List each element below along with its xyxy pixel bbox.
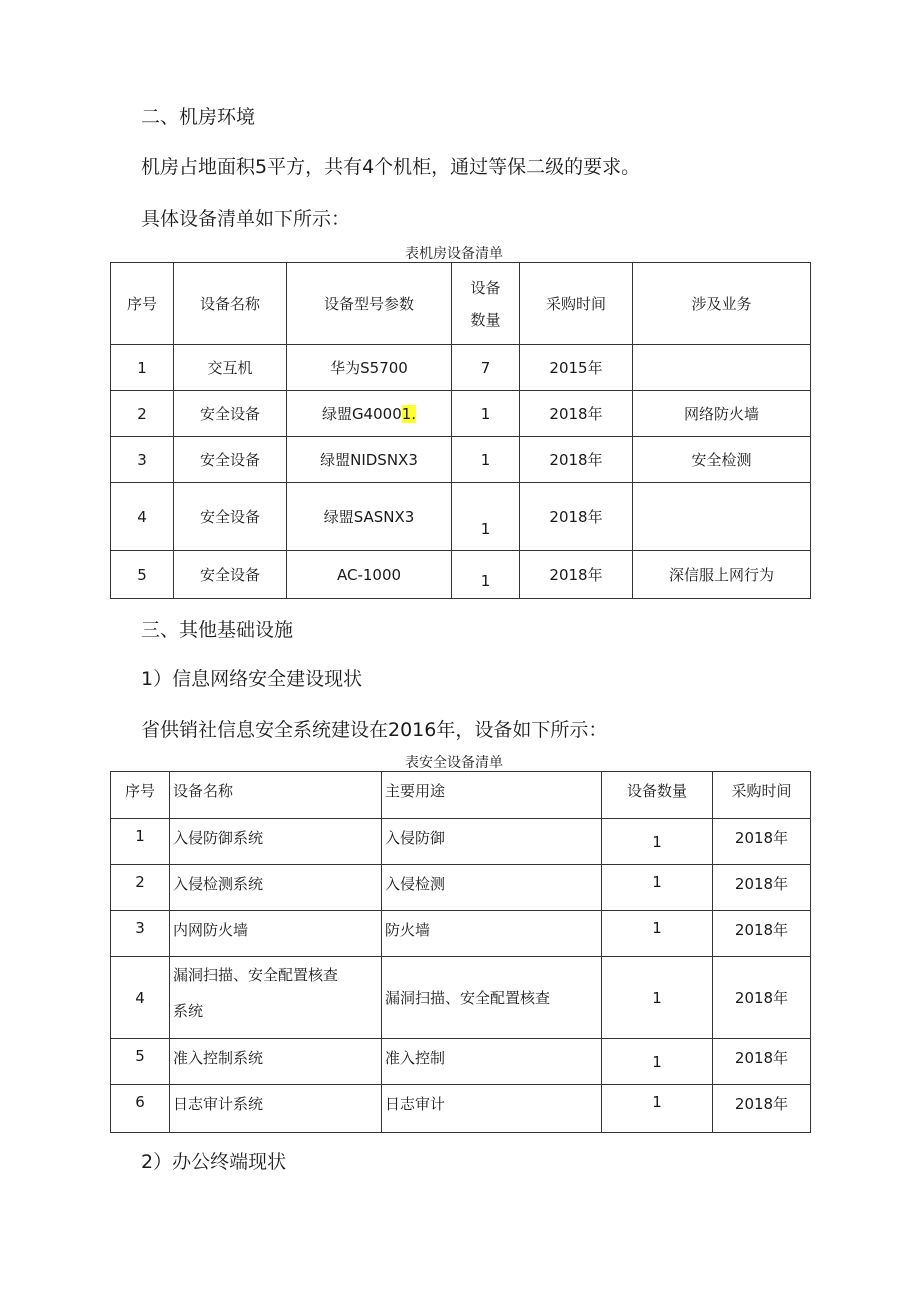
- cell-name: 准入控制系统: [170, 1039, 382, 1085]
- cell-no: 1: [111, 819, 170, 865]
- header-qty: [452, 263, 520, 345]
- cell-biz: 安全检测: [633, 437, 811, 483]
- cell-date: 2018年: [713, 957, 811, 1039]
- cell-date: 2018年: [713, 819, 811, 865]
- room-equipment-table: [110, 262, 811, 599]
- cell-name: 入侵检测系统: [170, 865, 382, 911]
- table2-caption: 表安全设备清单: [405, 755, 503, 771]
- subheading-office-terminals: 2）办公终端现状: [141, 1151, 287, 1173]
- cell-qty: 1: [602, 957, 713, 1039]
- table-row: [111, 345, 811, 391]
- cell-no: 2: [111, 865, 170, 911]
- cell-name: 交互机: [174, 345, 287, 391]
- cell-model: 绿盟NIDSNX3: [287, 437, 452, 483]
- table-row: [111, 1085, 811, 1133]
- header-no: 序号: [111, 772, 170, 819]
- cell-name: 安全设备: [174, 551, 287, 599]
- cell-no: 5: [111, 551, 174, 599]
- cell-name: 内网防火墙: [170, 911, 382, 957]
- security-equipment-table: [110, 771, 811, 1133]
- table-row: [111, 865, 811, 911]
- cell-date: 2018年: [713, 1085, 811, 1133]
- table-row: [111, 551, 811, 599]
- cell-qty: [602, 1039, 713, 1085]
- cell-use: 防火墙: [382, 911, 602, 957]
- highlighted-text: 1.: [401, 405, 417, 423]
- cell-no: 1: [111, 345, 174, 391]
- cell-qty: 1: [452, 437, 520, 483]
- cell-biz: 网络防火墙: [633, 391, 811, 437]
- cell-use: 准入控制: [382, 1039, 602, 1085]
- cell-name: 安全设备: [174, 483, 287, 551]
- header-no: 序号: [111, 263, 174, 345]
- header-date: 采购时间: [520, 263, 633, 345]
- cell-qty: 1: [602, 911, 713, 957]
- cell-use: 入侵防御: [382, 819, 602, 865]
- cell-no: 6: [111, 1085, 170, 1133]
- cell-date: 2018年: [520, 551, 633, 599]
- table-row: [111, 437, 811, 483]
- cell-date: 2018年: [520, 483, 633, 551]
- cell-model: AC-1000: [287, 551, 452, 599]
- cell-date: 2018年: [520, 391, 633, 437]
- cell-date: 2015年: [520, 345, 633, 391]
- table-row: [111, 911, 811, 957]
- name-line2: 系统: [173, 1002, 204, 1020]
- qty-text: 1: [652, 833, 662, 851]
- cell-qty: [452, 483, 520, 551]
- header-name: 设备名称: [174, 263, 287, 345]
- header-biz: 涉及业务: [633, 263, 811, 345]
- table-row: [111, 1039, 811, 1085]
- header-use: 主要用途: [382, 772, 602, 819]
- subheading-security: 1）信息网络安全建设现状: [141, 668, 363, 690]
- cell-no: 3: [111, 911, 170, 957]
- table-header-row: [111, 263, 811, 345]
- cell-date: 2018年: [520, 437, 633, 483]
- cell-biz: 深信服上网行为: [633, 551, 811, 599]
- table-row: [111, 819, 811, 865]
- qty-text: 1: [652, 1053, 662, 1071]
- cell-name: 安全设备: [174, 437, 287, 483]
- cell-no: 4: [111, 957, 170, 1039]
- cell-model: 华为S5700: [287, 345, 452, 391]
- qty-text: 1: [480, 571, 491, 590]
- name-line1: 漏洞扫描、安全配置核查: [173, 966, 339, 984]
- cell-use: 日志审计: [382, 1085, 602, 1133]
- cell-model: [287, 391, 452, 437]
- cell-date: 2018年: [713, 865, 811, 911]
- cell-name: 入侵防御系统: [170, 819, 382, 865]
- cell-qty: 1: [602, 1085, 713, 1133]
- table1-caption: 表机房设备清单: [405, 246, 503, 262]
- header-name: 设备名称: [170, 772, 382, 819]
- header-qty-line1: 设备: [470, 278, 501, 297]
- cell-no: 3: [111, 437, 174, 483]
- table-row: [111, 391, 811, 437]
- equipment-intro: 具体设备清单如下所示：: [141, 208, 351, 230]
- header-qty: 设备数量: [602, 772, 713, 819]
- cell-date: 2018年: [713, 1039, 811, 1085]
- table-row: [111, 957, 811, 1039]
- cell-no: 5: [111, 1039, 170, 1085]
- model-text: 绿盟G4000: [321, 405, 402, 423]
- header-date: 采购时间: [713, 772, 811, 819]
- cell-qty: [602, 819, 713, 865]
- cell-name: 日志审计系统: [170, 1085, 382, 1133]
- cell-no: 2: [111, 391, 174, 437]
- cell-use: 入侵检测: [382, 865, 602, 911]
- security-intro: 省供销社信息安全系统建设在2016年，设备如下所示：: [141, 719, 608, 741]
- cell-use: 漏洞扫描、安全配置核查: [382, 957, 602, 1039]
- cell-qty: 7: [452, 345, 520, 391]
- cell-biz: [633, 483, 811, 551]
- section-heading-room-env: 二、机房环境: [141, 106, 256, 128]
- cell-biz: [633, 345, 811, 391]
- table-header-row: [111, 772, 811, 819]
- cell-qty: 1: [452, 391, 520, 437]
- cell-name: 安全设备: [174, 391, 287, 437]
- qty-text: 1: [480, 519, 491, 538]
- cell-date: 2018年: [713, 911, 811, 957]
- header-qty-line2: 数量: [470, 310, 501, 329]
- cell-qty: 1: [602, 865, 713, 911]
- section-heading-infrastructure: 三、其他基础设施: [141, 619, 294, 641]
- table-row: [111, 483, 811, 551]
- cell-no: 4: [111, 483, 174, 551]
- room-description: 机房占地面积5平方，共有4个机柜，通过等保二级的要求。: [141, 156, 641, 178]
- cell-qty: [452, 551, 520, 599]
- cell-model: 绿盟SASNX3: [287, 483, 452, 551]
- cell-name: [170, 957, 382, 1039]
- header-model: 设备型号参数: [287, 263, 452, 345]
